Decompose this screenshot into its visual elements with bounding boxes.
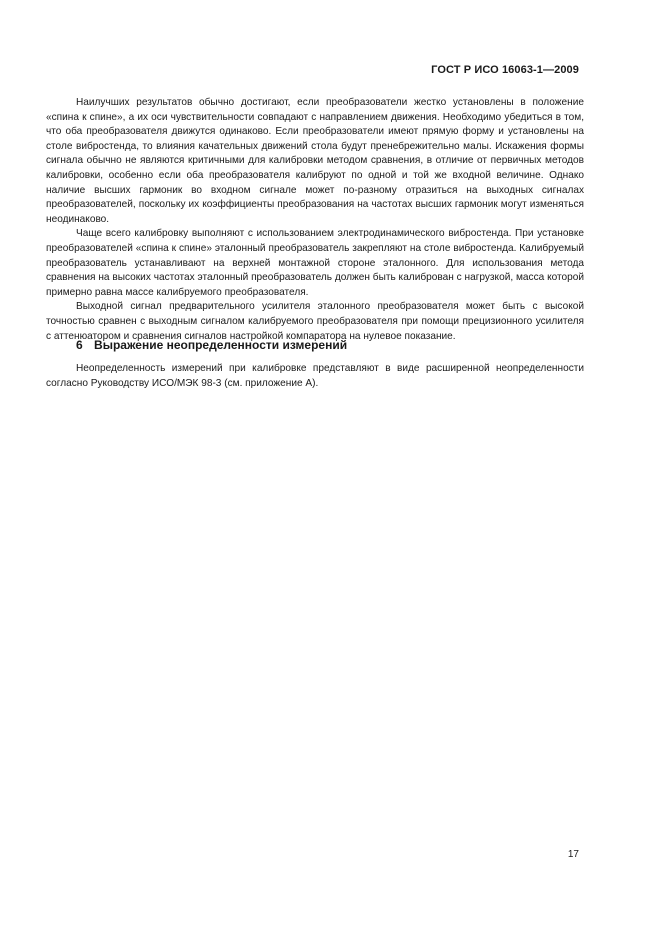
paragraph: Наилучших результатов обычно достигают, если преобразователи жестко установлены в положение «спина к спине», а их оси чувствительности совпадают с направлением движения. Необходимо убедиться в том, что оба преобразователя движутся одинаково. Если преобразователи имеют прямую форму и установлены на столе вибростенда, то влияния качательных движений стола будут пренебрежительно малы. Искажения формы сигнала обычно не являются критичными для калибровки методом сравнения, в отличие от первичных методов калибровки, особенно если оба преобразователя калибруют по одной и той же входной величине. Однако наличие высших гармоник во входном сигнале может по-разному отразиться на выходных сигналах преобразователей, поскольку их коэффициенты преобразования на частотах высших гармоник могут изменяться неодинаково. — [46, 97, 584, 225]
page-number: 17 — [567, 849, 579, 860]
section-title: Выражение неопределенности измерений — [94, 338, 348, 352]
document-header: ГОСТ Р ИСО 16063-1—2009 — [431, 64, 579, 76]
section-body — [46, 362, 584, 391]
paragraph: Чаще всего калибровку выполняют с использованием электродинамического вибростенда. При установке преобразователей «спина к спине» эталонный преобразователь закрепляют на столе вибростенда. Калибруемый преобразователь устанавливают на верхней монтажной стороне эталонного. Для использования метода сравнения на высоких частотах эталонный преобразователь должен быть калиброван с нагрузкой, масса которой примерно равна массе калибруемого преобразователя. — [46, 228, 584, 298]
section-heading — [76, 338, 347, 352]
section-number: 6 — [76, 338, 83, 352]
paragraph: Выходной сигнал предварительного усилителя эталонного преобразователя может быть с высокой точностью сравнен с выходным сигналом калибруемого преобразователя при помощи прецизионного усилителя с аттенюатором и сравнения сигналов настройкой компаратора на нулевое показание. — [46, 301, 584, 342]
body-text — [46, 96, 584, 344]
paragraph: Неопределенность измерений при калибровке представляют в виде расширенной неопределенности согласно Руководству ИСО/МЭК 98-3 (см. приложение А). — [46, 363, 584, 389]
